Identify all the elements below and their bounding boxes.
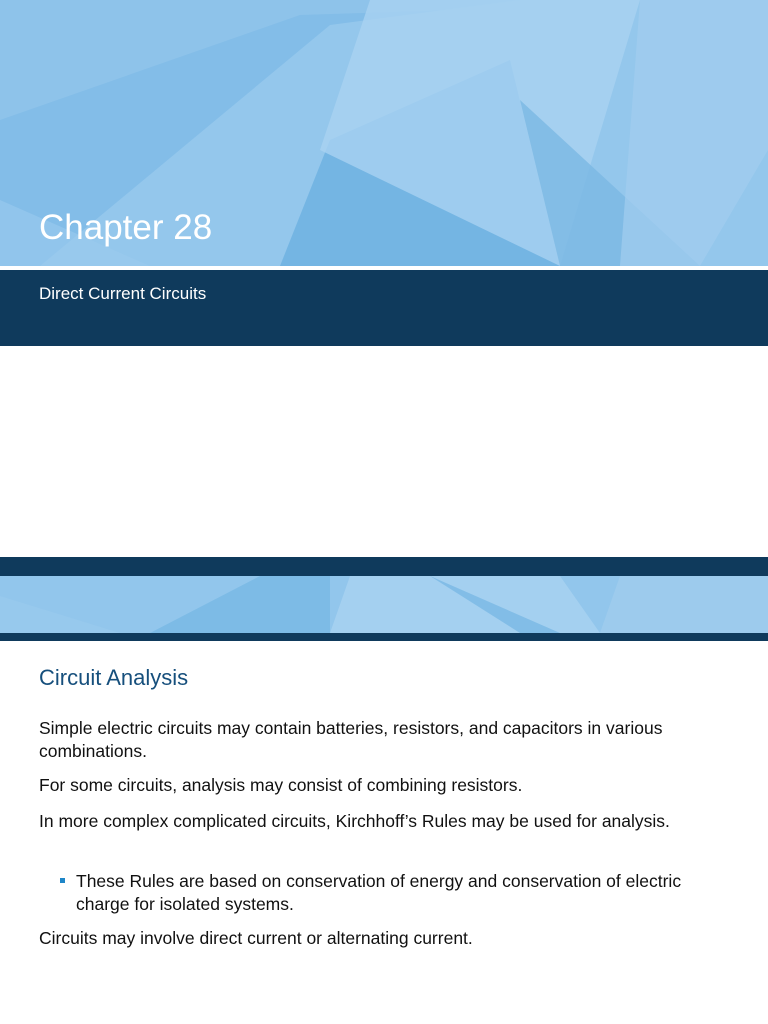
title-slide <box>0 0 768 346</box>
paragraph-circuit-components: Simple electric circuits may contain batteries, resistors, and capacitors in various combinations. <box>39 718 663 761</box>
square-bullet-icon <box>60 878 65 883</box>
content-slide-divider <box>0 633 768 641</box>
content-slide-banner <box>0 576 768 633</box>
paragraph-combining-resistors: For some circuits, analysis may consist of combining resistors. <box>39 775 523 795</box>
content-banner-graphic <box>0 576 768 633</box>
chapter-title: Chapter 28 <box>39 208 213 247</box>
bullet-text: These Rules are based on conservation of energy and conservation of electric charge for isolated systems. <box>76 871 682 914</box>
chapter-subtitle: Direct Current Circuits <box>39 284 207 303</box>
paragraph-current-types: Circuits may involve direct current or alternating current. <box>39 928 473 948</box>
title-band <box>0 270 768 346</box>
slide-heading: Circuit Analysis <box>39 665 189 690</box>
bullet-item <box>60 870 720 916</box>
content-slide-top-band <box>0 557 768 576</box>
paragraph-kirchhoff-rules: In more complex complicated circuits, Kirchhoff’s Rules may be used for analysis. <box>39 811 670 831</box>
